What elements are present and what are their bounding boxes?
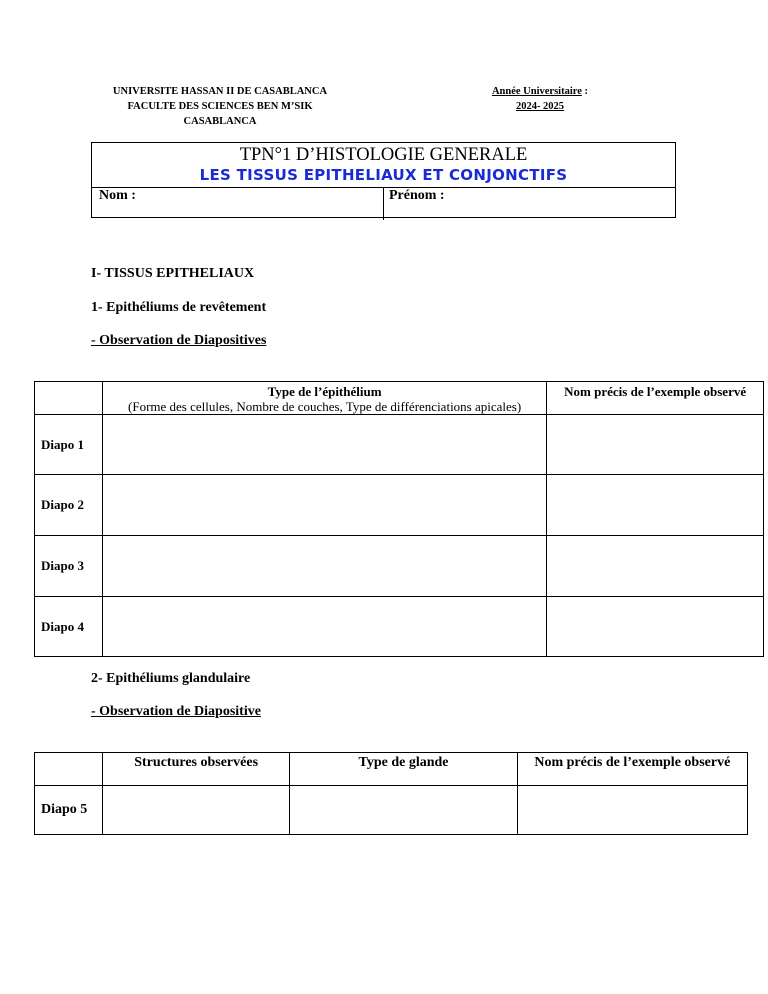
- observation-2-heading: - Observation de Diapositive: [91, 704, 261, 719]
- prenom-label: Prénom :: [389, 188, 445, 203]
- table-header-row: [35, 382, 764, 415]
- nom-label: Nom :: [99, 188, 136, 203]
- structures-cell[interactable]: [102, 786, 290, 835]
- row-label: Diapo 3: [35, 536, 103, 597]
- header-example-name: Nom précis de l’exemple observé: [547, 382, 764, 415]
- type-cell[interactable]: [102, 475, 546, 536]
- example-cell[interactable]: [547, 415, 764, 475]
- example-cell[interactable]: [547, 475, 764, 536]
- city-name: CASABLANCA: [183, 116, 257, 127]
- table-row: [35, 415, 764, 475]
- type-cell[interactable]: [102, 597, 546, 657]
- row-label: Diapo 2: [35, 475, 103, 536]
- page-subtitle: LES TISSUS EPITHELIAUX ET CONJONCTIFS: [199, 166, 568, 184]
- subsection-2-heading: 2- Epithéliums glandulaire: [91, 671, 251, 686]
- header-type-epithelium: [102, 382, 546, 415]
- empty-header-cell: [35, 753, 103, 786]
- header-type-subtitle: (Forme des cellules, Nombre de couches, Type de différenciations apicales): [128, 399, 522, 414]
- gland-table: [34, 752, 748, 835]
- header-example-name: Nom précis de l’exemple observé: [517, 753, 747, 786]
- academic-year: [470, 84, 610, 114]
- type-cell[interactable]: [102, 415, 546, 475]
- header-gland-type: Type de glande: [290, 753, 517, 786]
- name-row: [91, 187, 676, 220]
- university-name: UNIVERSITE HASSAN II DE CASABLANCA: [112, 86, 328, 97]
- example-cell[interactable]: [517, 786, 747, 835]
- type-cell[interactable]: [102, 536, 546, 597]
- example-cell[interactable]: [547, 536, 764, 597]
- title-box: [91, 142, 676, 218]
- table-row: [35, 786, 748, 835]
- header-structures: Structures observées: [102, 753, 290, 786]
- empty-header-cell: [35, 382, 103, 415]
- row-label: Diapo 1: [35, 415, 103, 475]
- year-label: Année Universitaire: [491, 86, 582, 97]
- table-row: [35, 597, 764, 657]
- epithelium-table: [34, 381, 764, 657]
- name-divider: [383, 188, 384, 220]
- row-label: Diapo 5: [35, 786, 103, 835]
- example-cell[interactable]: [547, 597, 764, 657]
- table-row: [35, 536, 764, 597]
- year-colon: :: [581, 86, 589, 97]
- section-heading: I- TISSUS EPITHELIAUX: [91, 266, 255, 281]
- subsection-1-heading: 1- Epithéliums de revêtement: [91, 300, 267, 315]
- page-title: TPN°1 D’HISTOLOGIE GENERALE: [239, 145, 528, 165]
- institution-header: [90, 84, 350, 129]
- table-row: [35, 475, 764, 536]
- row-label: Diapo 4: [35, 597, 103, 657]
- gland-type-cell[interactable]: [290, 786, 517, 835]
- year-value: 2024- 2025: [515, 101, 565, 112]
- header-type-title: Type de l’épithélium: [267, 384, 382, 399]
- observation-1-heading: - Observation de Diapositives: [91, 333, 267, 348]
- table-header-row: [35, 753, 748, 786]
- faculty-name: FACULTE DES SCIENCES BEN M’SIK: [127, 101, 313, 112]
